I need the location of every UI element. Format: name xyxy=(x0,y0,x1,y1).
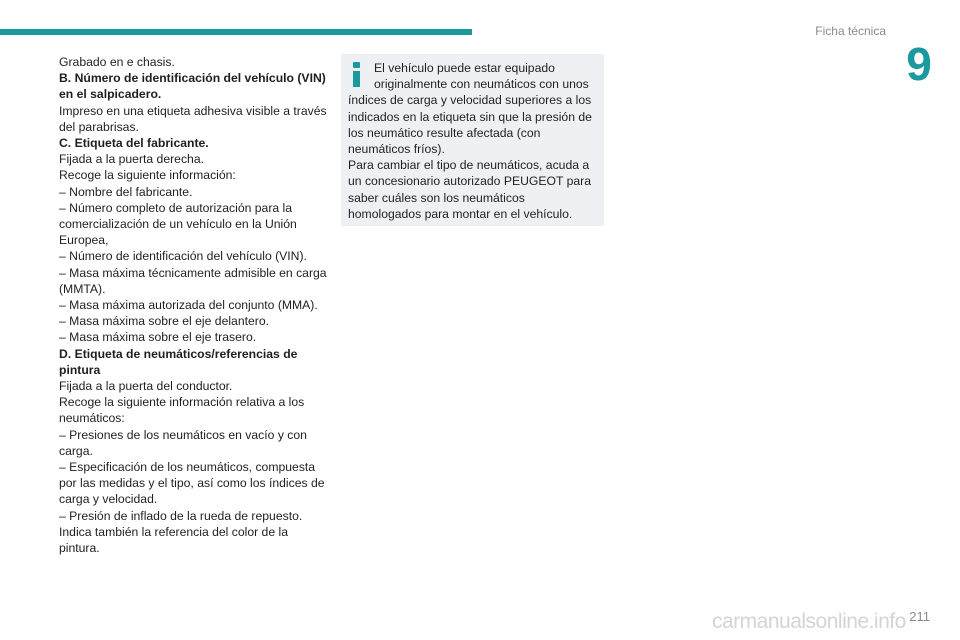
text-line: Indica también la referencia del color de la pintura. xyxy=(59,524,288,556)
list-item: – Masa máxima autorizada del conjunto (MMA). xyxy=(59,298,318,313)
info-paragraph: Para cambiar el tipo de neumáticos, acuda a un concesionario autorizado PEUGEOT para saber cuáles son los neumáticos homologados para montar en el vehículo. xyxy=(348,158,591,221)
info-icon xyxy=(348,62,366,88)
list-item: – Número de identificación del vehículo (VIN). xyxy=(59,249,307,264)
text-line: Fijada a la puerta derecha. xyxy=(59,152,204,167)
list-item: – Nombre del fabricante. xyxy=(59,184,193,199)
left-column-text xyxy=(59,54,329,556)
list-item: – Presiones de los neumáticos en vacío y con carga. xyxy=(59,427,307,458)
chapter-number: 9 xyxy=(906,38,932,90)
info-box xyxy=(341,54,604,226)
list-item: – Masa máxima técnicamente admisible en carga (MMTA). xyxy=(59,265,327,296)
list-item: – Masa máxima sobre el eje trasero. xyxy=(59,330,257,345)
text-line: D. Etiqueta de neumáticos/referencias de pintura xyxy=(59,346,298,377)
section-title: Ficha técnica xyxy=(815,24,886,38)
text-line: B. Número de identificación del vehículo (VIN) en el salpicadero. xyxy=(59,71,326,102)
text-line: C. Etiqueta del fabricante. xyxy=(59,136,209,151)
list-item: – Masa máxima sobre el eje delantero. xyxy=(59,314,270,329)
text-line: Recoge la siguiente información relativa a los neumáticos: xyxy=(59,395,305,426)
info-paragraph: El vehículo puede estar equipado originalmente con neumáticos con unos índices de carga y velocidad superiores a los indicados en la etiqueta sin que la presión de los neumático resulte afectada (con neumáticos fríos). xyxy=(348,61,592,157)
text-line: Impreso en una etiqueta adhesiva visible a través del parabrisas. xyxy=(59,103,327,134)
list-item: – Número completo de autorización para la comercialización de un vehículo en la Unión Europea, xyxy=(59,200,297,248)
header-accent-bar xyxy=(0,29,472,35)
page-number: 211 xyxy=(909,609,930,624)
text-line: Grabado en e chasis. xyxy=(59,55,175,69)
list-item: – Especificación de los neumáticos, compuesta por las medidas y el tipo, así como los índices de carga y velocidad. xyxy=(59,460,325,507)
watermark: carmanualsonline.info xyxy=(712,610,906,633)
list-item: – Presión de inflado de la rueda de repuesto. xyxy=(59,508,303,523)
text-line: Recoge la siguiente información: xyxy=(59,168,236,183)
text-line: Fijada a la puerta del conductor. xyxy=(59,379,233,394)
